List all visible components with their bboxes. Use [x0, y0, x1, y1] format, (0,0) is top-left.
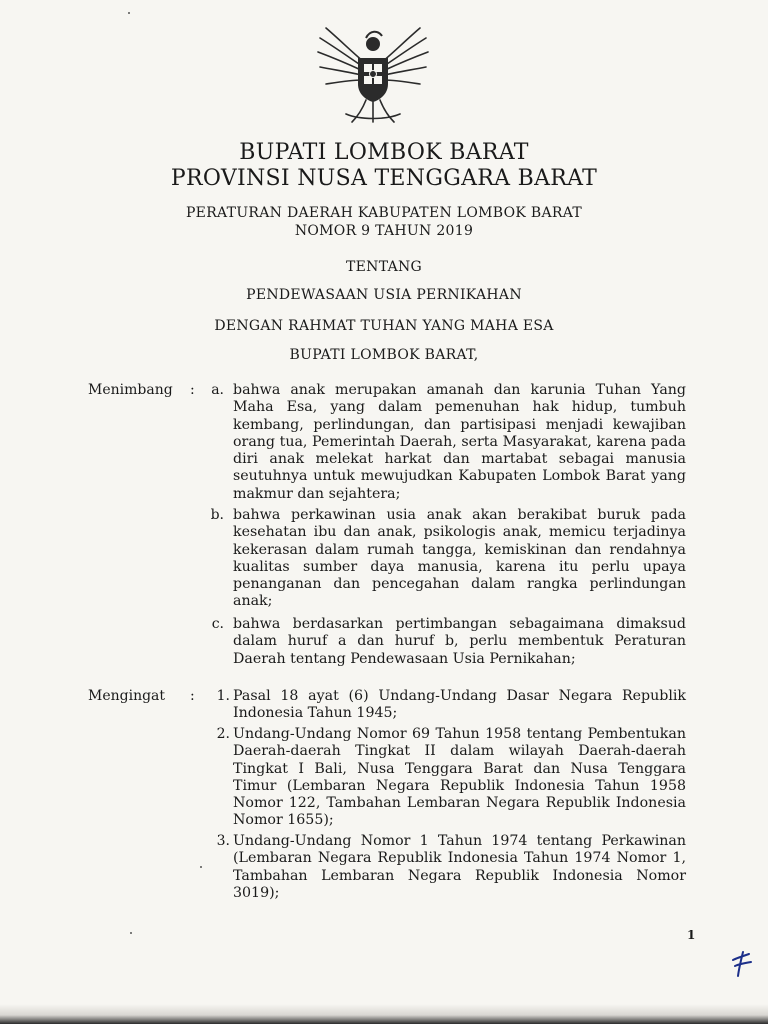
scan-bottom-edge [0, 1004, 768, 1024]
menimbang-label: Menimbang [88, 382, 173, 398]
menimbang-marker-a: a. [211, 382, 224, 398]
preamble-line: DENGAN RAHMAT TUHAN YANG MAHA ESA [214, 318, 554, 334]
menimbang-item-b: bahwa perkawinan usia anak akan berakibat buruk pada kesehatan ibu dan anak, psikologis anak, memicu terjadinya kekerasan dalam rumah tangga, kemiskinan dan rendahnya kualitas sumber daya manusia, karena itu perlu upaya penanganan dan pencegahan dalam rangka perlindungan anak; [233, 507, 686, 610]
menimbang-colon: : [190, 382, 195, 398]
about-heading: TENTANG [345, 259, 423, 275]
scan-speck [200, 866, 202, 868]
mengingat-colon: : [190, 688, 195, 704]
mengingat-marker-3: 3. [216, 833, 230, 849]
mengingat-marker-2: 2. [216, 726, 230, 742]
regulation-title: PERATURAN DAERAH KABUPATEN LOMBOK BARAT [185, 205, 583, 221]
subject-heading: PENDEWASAAN USIA PERNIKAHAN [246, 287, 522, 303]
mengingat-item-2: Undang-Undang Nomor 69 Tahun 1958 tentang Pembentukan Daerah-daerah Tingkat II dalam wilayah Daerah-daerah Tingkat I Bali, Nusa Tenggara Barat dan Nusa Tenggara Timur (Lembaran Negara Republik Indonesia Tahun 1958 Nomor 122, Tambahan Lembaran Negara Republik Indonesia Nomor 1655); [233, 726, 686, 829]
scan-speck [128, 12, 130, 14]
mengingat-label: Mengingat [88, 688, 166, 704]
menimbang-item-c: bahwa berdasarkan pertimbangan sebagaimana dimaksud dalam huruf a dan huruf b, perlu membentuk Peraturan Daerah tentang Pendewasaan Usia Pernikahan; [233, 616, 686, 667]
page-number: 1 [687, 928, 696, 942]
document-title-line1: BUPATI LOMBOK BARAT [239, 140, 529, 165]
menimbang-item-a: bahwa anak merupakan amanah dan karunia Tuhan Yang Maha Esa, yang dalam pemenuhan hak hidup, tumbuh kembang, perlindungan, dan partisipasi menjadi kewajiban orang tua, Pemerintah Daerah, serta Masyarakat, karena pada diri anak melekat harkat dan martabat sebagai manusia seutuhnya untuk mewujudkan Kabupaten Lombok Barat yang makmur dan sejahtera; [233, 382, 686, 502]
menimbang-marker-b: b. [210, 507, 224, 523]
menimbang-marker-c: c. [211, 616, 224, 632]
mengingat-item-3: Undang-Undang Nomor 1 Tahun 1974 tentang Perkawinan (Lembaran Negara Republik Indonesia Tahun 1974 Nomor 1, Tambahan Lembaran Negara Republik Indonesia Nomor 3019); [233, 833, 686, 901]
mengingat-item-1: Pasal 18 ayat (6) Undang-Undang Dasar Negara Republik Indonesia Tahun 1945; [233, 688, 686, 722]
regulation-number: NOMOR 9 TAHUN 2019 [294, 223, 474, 239]
issuer-line: BUPATI LOMBOK BARAT, [289, 347, 479, 363]
garuda-emblem-icon [312, 22, 434, 126]
scan-speck [130, 932, 132, 934]
handwritten-initial-icon [729, 948, 755, 978]
mengingat-marker-1: 1. [216, 688, 230, 704]
document-title-line2: PROVINSI NUSA TENGGARA BARAT [170, 166, 598, 191]
